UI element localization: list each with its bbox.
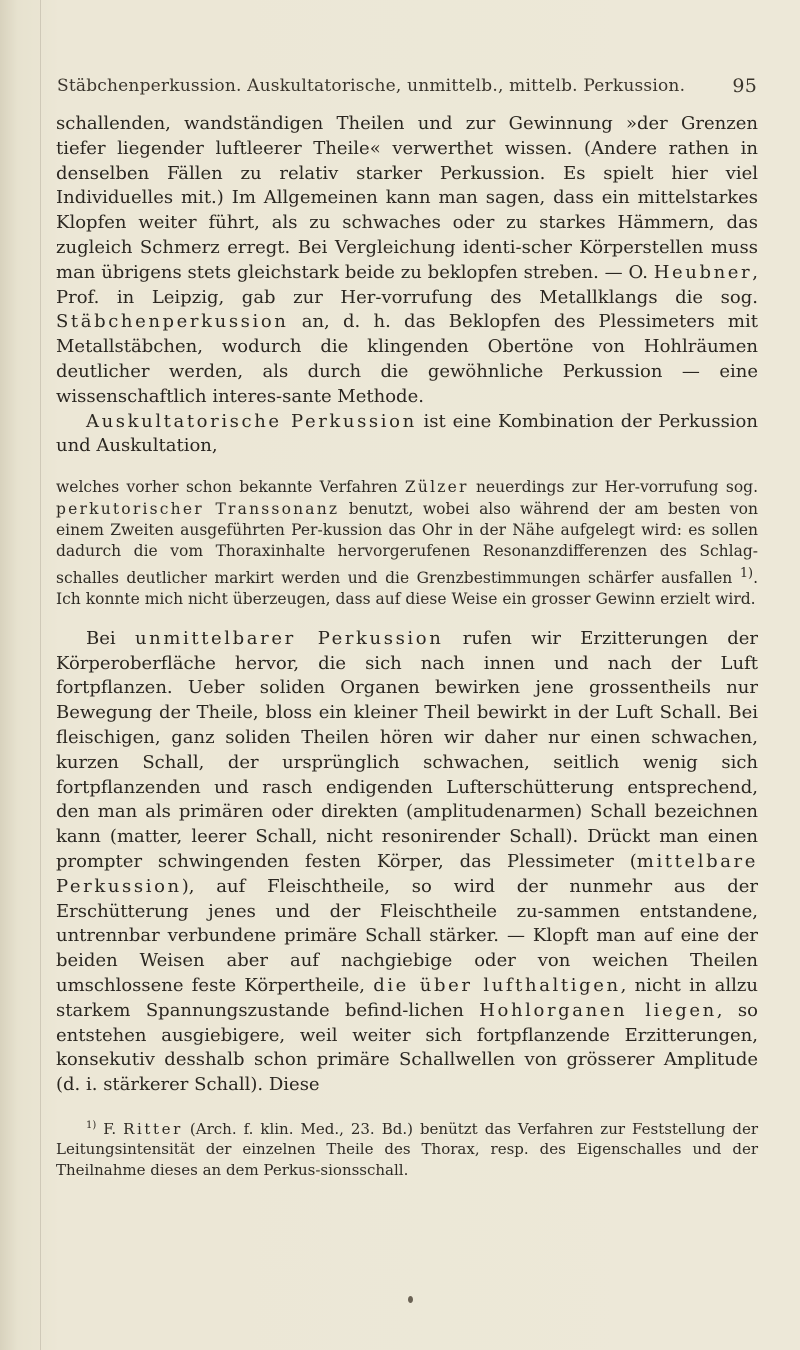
spaced-term: die über lufthaltigen [373,974,621,996]
spaced-term: mittelbare Perkussion [56,850,758,897]
footnote-mark: 1) [86,1119,97,1131]
spaced-term: perkutorischer Transsonanz [56,499,340,518]
page-body [56,112,758,1180]
spaced-term: unmittelbarer Perkussion [134,627,444,649]
small-print-paragraph [56,477,758,611]
running-header [57,72,757,100]
paragraph-1 [56,112,758,410]
spaced-term: Hohlorganen liegen [479,999,717,1021]
text-run: an, d. h. das Beklopfen des Plessimeters mit Metallstäbchen, wodurch die klingenden Obertöne von Hohlräumen deutlicher werden, als durch die gewöhnliche Perkussion — eine wissenschaftlich interes-sante Methode. [56,311,758,407]
ink-speck [408,1296,413,1303]
paragraph-3 [56,627,758,1098]
footnote [56,1116,758,1181]
text-run: welches vorher schon bekannte Verfahren [56,478,405,497]
text-run: , nicht in allzu starkem Spannungszustande befind-lichen [56,974,758,1021]
page-number: 95 [732,75,757,97]
spaced-name: Heubner [653,261,753,283]
text-run: ist eine Kombination der Perkussion und Auskultation, [56,410,758,457]
text-run: rufen wir Erzitterungen der Körperoberfläche hervor, die sich nach innen und nach der Luft fortpflanzen. Ueber soliden Organen bewirken jene grossentheils nur Bewegung der Theile, bloss ein kleiner Theil bewirkt in der Luft Schall. Bei fleischigen, ganz soliden Theilen hören wir daher nur einen schwachen, kurzen Schall, der ursprünglich schwachen, seitlich wenig sich fortpflanzenden und rasch endigenden Lufterschütterung entsprechend, den man als primären oder direkten (amplitudenarmen) Schall bezeichnen kann (matter, leerer Schall, nicht resonirender Schall). Drückt man einen prompter schwingenden festen Körper, das Plessimeter ( [56,627,759,872]
text-run: neuerdings zur Her-vorrufung sog. [468,478,758,497]
spaced-term: Auskultatorische Perkussion [86,410,417,432]
page-gutter [40,0,41,1350]
spaced-term: Stäbchenperkussion [56,311,289,333]
text-run: , so entstehen ausgiebigere, weil weiter sich fortpflanzende Erzitterungen, konsekutiv desshalb schon primäre Schallwellen von grösserer Amplitude (d. i. stärkerer Schall). Diese [56,999,758,1096]
text-run: Bei [86,627,135,649]
spaced-name: Ritter [123,1119,183,1138]
text-run: schallenden, wandständigen Theilen und zur Gewinnung »der Grenzen tiefer liegender luftleerer Theile« verwerthet wissen. (Andere rathen in denselben Fällen zu relativ starker Perkussion. Es spielt hier viel Individuelles mit.) Im Allgemeinen kann man sagen, dass ein mittelstarkes Klopfen weiter führt, als zu schwaches oder zu starkes Hämmern, das zugleich Schmerz erregt. Bei Vergleichung identi-scher Körperstellen muss man übrigens stets gleichstark beide zu beklopfen streben. — O. [56,113,758,283]
text-run: . Ich konnte mich nicht überzeugen, dass auf diese Weise ein grosser Gewinn erzielt wird. [56,568,758,609]
text-run: ), auf Fleischtheile, so wird der nunmehr aus der Erschütterung jenes und der Fleischtheile zu-sammen entstandene, untrennbar verbundene primäre Schall stärker. — Klopft man auf eine der beiden Weisen aber auf nachgiebige oder von weichen Theilen umschlossene feste Körpertheile, [56,875,758,996]
paragraph-2 [56,410,758,460]
text-run: benutzt, wobei also während der am besten von einem Zweiten ausgeführten Per-kussion das Ohr in der Nähe aufgelegt wird: es sollen dadurch die vom Thoraxinhalte hervorgerufenen Resonanzdifferenzen des Schlag-schalles deutlicher markirt werden und die Grenzbestimmungen schärfer ausfallen [56,499,758,587]
footnote-reference[interactable]: 1) [739,565,754,581]
text-run: , Prof. in Leipzig, gab zur Her-vorrufung des Metallklangs die sog. [56,261,758,308]
text-run: (Arch. f. klin. Med., 23. Bd.) benützt das Verfahren zur Feststellung der Leitungsintensität der einzelnen Theile des Thorax, resp. des Eigenschalles und der Theilnahme dieses an dem Perkus-sionsschall. [56,1119,758,1179]
text-run: F. [96,1119,124,1138]
spaced-name: Zülzer [404,478,469,497]
running-title: Stäbchenperkussion. Auskultatorische, unmittelb., mittelb. Perkussion. [57,76,686,96]
